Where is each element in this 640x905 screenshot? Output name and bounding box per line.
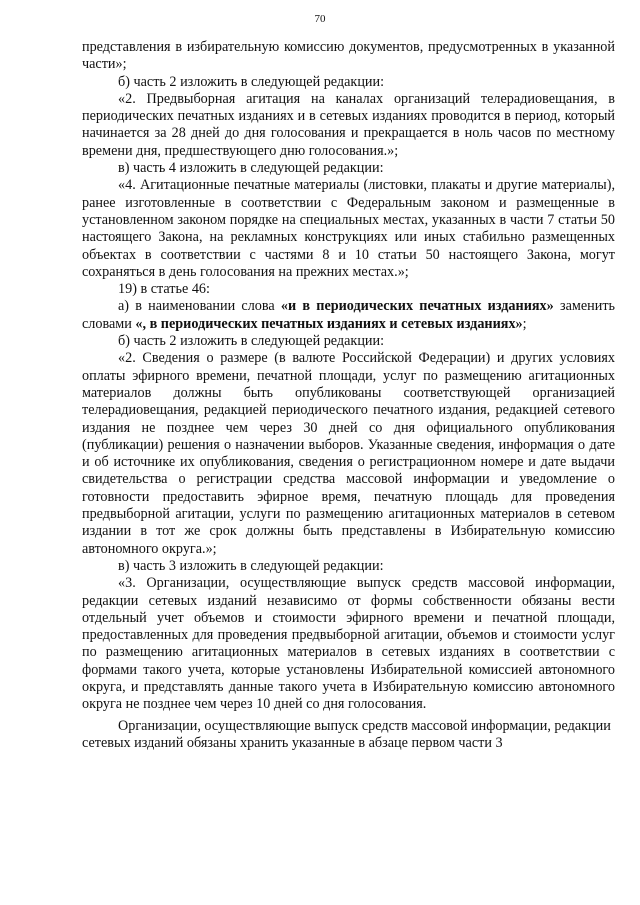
item-a-old-words: «и в периодических печатных изданиях» [280,298,554,315]
paragraph-item-b-part-2: б) часть 2 изложить в следующей редакции: [118,73,385,90]
paragraph-quote-part-2: «2. Предвыборная агитация на каналах организаций телерадиовещания, в периодических печатных изданиях и в сетевых изданиях проводится в период, который начинается за 28 дней до дня голосования и прекращается в ноль часов по местному времени дня, предшествующего дню голосования.»; [82,90,615,159]
paragraph-organizations-storage: Организации, осуществляющие выпуск средств массовой информации, редакции сетевых изданий обязаны хранить указанные в абзаце первом части 3 [82,717,611,751]
paragraph-quote-part-2-art46: «2. Сведения о размере (в валюте Российской Федерации) и других условиях оплаты эфирного времени, печатной площади, услуг по размещению агитационных материалов должны быть опубликованы соответствующей организацией телерадиовещания, редакцией периодического печатного издания, редакцией сетевого издания не позднее чем через 30 дней со дня официального опубликования (публикации) решения о назначении выборов. Указанные сведения, информация о дате и об источнике их опубликования, сведения о регистрационном номере и дате выдачи свидетельства о регистрации средства массовой информации и уведомление о готовности предоставить эфирное время, печатную площадь для проведения предвыборной агитации, услуги по размещению агитационных материалов в сетевом издании в тот же срок должны быть представлены в Избирательную комиссию автономного округа.»; [82,350,615,557]
paragraph-quote-part-3: «3. Организации, осуществляющие выпуск средств массовой информации, редакции сетевых изданий независимо от формы собственности обязаны вести отдельный учет объемов и стоимости эфирного времени и печатной площади, предоставленных для проведения предвыборной агитации, объемов и стоимости услуг по размещению агитационных материалов в сетевых изданиях в соответствии с формами такого учета, которые установлены Избирательной комиссией автономного округа, и представлять данные такого учета в Избирательную комиссию автономного округа не позднее чем через 10 дней со дня голосования. [82,575,615,713]
item-a-text-post: ; [522,315,527,332]
item-a-text-mid: заменить словами [82,298,615,332]
paragraph-item-19: 19) в статье 46: [118,281,210,298]
item-a-text-pre: а) в наименовании слова [118,298,281,315]
paragraph-item-a-title [82,298,615,333]
paragraph-item-v-part-4: в) часть 4 изложить в следующей редакции: [118,160,384,177]
document-body [82,39,615,752]
page-number: 70 [314,13,326,25]
paragraph-item-b-part-2-art46: б) часть 2 изложить в следующей редакции: [118,333,385,350]
paragraph-continuation: представления в избирательную комиссию документов, предусмотренных в указанной части»; [82,39,615,73]
paragraph-item-v-part-3: в) часть 3 изложить в следующей редакции: [118,557,384,574]
paragraph-quote-part-4: «4. Агитационные печатные материалы (листовки, плакаты и другие материалы), ранее изготовленные в соответствии с Федеральным законом и размещенные в установленном законом порядке на специальных местах, указанных в части 7 статьи 50 настоящего Закона, на рекламных конструкциях или иных стабильно размещенных объектах в соответствии с частями 8 и 10 статьи 50 настоящего Закона, могут сохраняться в день голосования на прежних местах.»; [82,177,615,280]
item-a-new-words: «, в периодических печатных изданиях и сетевых изданиях» [135,315,523,332]
